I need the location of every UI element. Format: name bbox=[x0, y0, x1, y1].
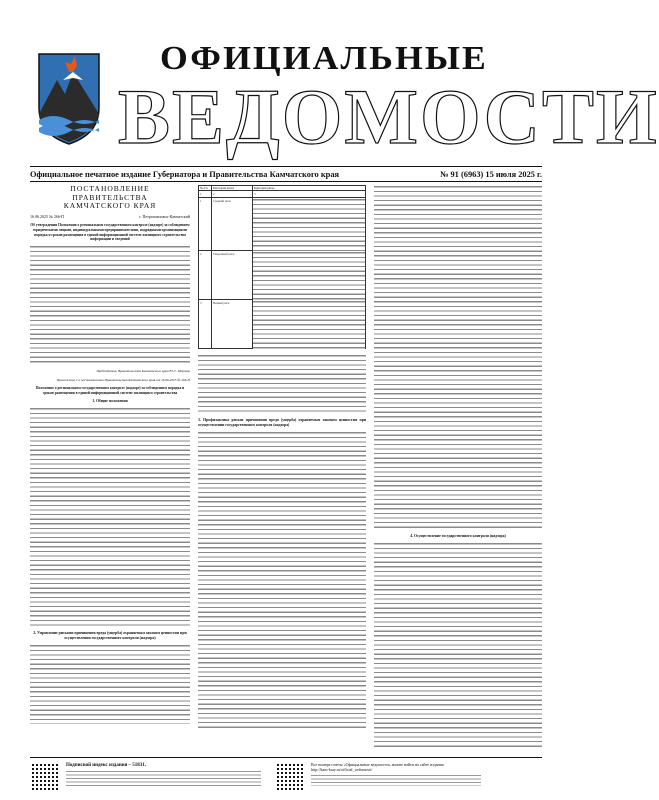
table-row bbox=[199, 198, 365, 251]
decree-meta bbox=[30, 215, 190, 220]
table-cell: 2 bbox=[199, 251, 212, 299]
table-header-criteria: Критерии риска bbox=[254, 186, 275, 190]
section-3-heading: 3. Профилактика рисков причинения вреда (ущерба) охраняемым законом ценностям при осуществлении государственного контроля (надзора) bbox=[198, 418, 366, 427]
section-2-heading: 2. Управление рисками причинения вреда (ущерба) охраняемым законом ценностям при осуществлении государственного контроля (надзора) bbox=[33, 630, 187, 640]
middle-text-1 bbox=[198, 354, 366, 414]
publication-subtitle: Официальное печатное издание Губернатора и Правительства Камчатского края bbox=[30, 170, 340, 179]
footer-left bbox=[30, 758, 275, 796]
subline-rule bbox=[30, 181, 542, 182]
masthead-title-top: ОФИЦИАЛЬНЫЕ bbox=[160, 40, 488, 77]
table-cell: Средний риск bbox=[212, 198, 253, 250]
middle-column bbox=[198, 185, 366, 755]
table-cell-text bbox=[253, 251, 365, 301]
decree-body-text bbox=[30, 245, 190, 365]
website-qr-icon[interactable] bbox=[277, 762, 305, 790]
table-cell: 2 bbox=[212, 191, 253, 197]
footer bbox=[30, 757, 542, 796]
masthead-title-main: ВЕДОМОСТИ bbox=[118, 73, 659, 160]
issue-number-date: № 91 (6963) 15 июля 2025 г. bbox=[439, 170, 542, 179]
footer-details bbox=[311, 774, 481, 786]
table-cell: 3 bbox=[199, 300, 212, 348]
website-note: Все номера газеты «Официальные ведомости» можно найти на сайте издания bbox=[311, 762, 444, 767]
decree-heading-3: КАМЧАТСКОГО КРАЯ bbox=[63, 201, 157, 210]
table-cell-text bbox=[253, 198, 365, 252]
left-column bbox=[30, 185, 190, 755]
table-cell: 1 bbox=[199, 198, 212, 250]
section-1-text bbox=[30, 407, 190, 627]
section-1-heading: 1. Общие положения bbox=[92, 398, 128, 403]
risk-criteria-table bbox=[198, 185, 366, 349]
regulation-title: Положение о региональном государственном контроле (надзоре) за соблюдением порядка и сроков размещения в единой информационной системе жилищного строительства bbox=[35, 386, 185, 396]
table-row bbox=[199, 191, 365, 198]
table-cell-text bbox=[253, 300, 365, 350]
right-text-1 bbox=[374, 185, 542, 530]
table-row bbox=[199, 300, 365, 348]
footer-right bbox=[275, 758, 542, 796]
table-row bbox=[199, 251, 365, 300]
table-cell: Умеренный риск bbox=[212, 251, 253, 299]
decree-heading-2: ПРАВИТЕЛЬСТВА bbox=[72, 192, 148, 202]
subscription-qr-icon bbox=[32, 762, 60, 790]
masthead bbox=[0, 0, 659, 160]
page-content bbox=[30, 185, 542, 755]
appendix-note: Приложение 1 к постановлению Правительства Камчатского края от 16.06.2025 № 266-П bbox=[56, 377, 190, 382]
masthead-rule bbox=[30, 166, 542, 167]
subscription-index: Подписной индекс издания – 51831. bbox=[66, 763, 147, 768]
masthead-subline bbox=[30, 170, 542, 179]
decree-heading-1: ПОСТАНОВЛЕНИЕ bbox=[70, 184, 150, 193]
section-4-heading: 4. Осуществление государственного контроля (надзора) bbox=[410, 534, 506, 538]
decree-heading bbox=[30, 185, 190, 211]
table-cell: Низкий риск bbox=[212, 300, 253, 348]
section-2-text bbox=[30, 644, 190, 724]
decree-date: 16.06.2025 № 266-П bbox=[30, 213, 65, 219]
decree-city: г. Петропавловск-Камчатский bbox=[139, 213, 190, 219]
table-header-num: № п/п bbox=[199, 186, 212, 190]
section-4-text bbox=[374, 542, 542, 747]
right-column bbox=[374, 185, 542, 755]
table-header-category: Категория риска bbox=[212, 186, 253, 190]
section-3-text bbox=[198, 431, 366, 731]
decree-signature: Председатель Правительства Камчатского края Ю.С. Морозов bbox=[96, 369, 190, 374]
table-cell: 3 bbox=[254, 192, 256, 196]
kamchatka-coat-of-arms-icon bbox=[35, 50, 103, 146]
subscription-details bbox=[66, 770, 261, 788]
website-link[interactable]: http://kam-kray.ru/official_vedomosti/ bbox=[311, 767, 373, 772]
table-cell: 1 bbox=[199, 191, 212, 197]
decree-title: Об утверждении Положения о региональном государственном контроле (надзоре) за соблюдением юридическими лицами, индивидуальными предпринимателями, подрядными организациями порядка и сроков размещения в единой информационной системе жилищного строительства информации и сведений bbox=[30, 223, 190, 242]
